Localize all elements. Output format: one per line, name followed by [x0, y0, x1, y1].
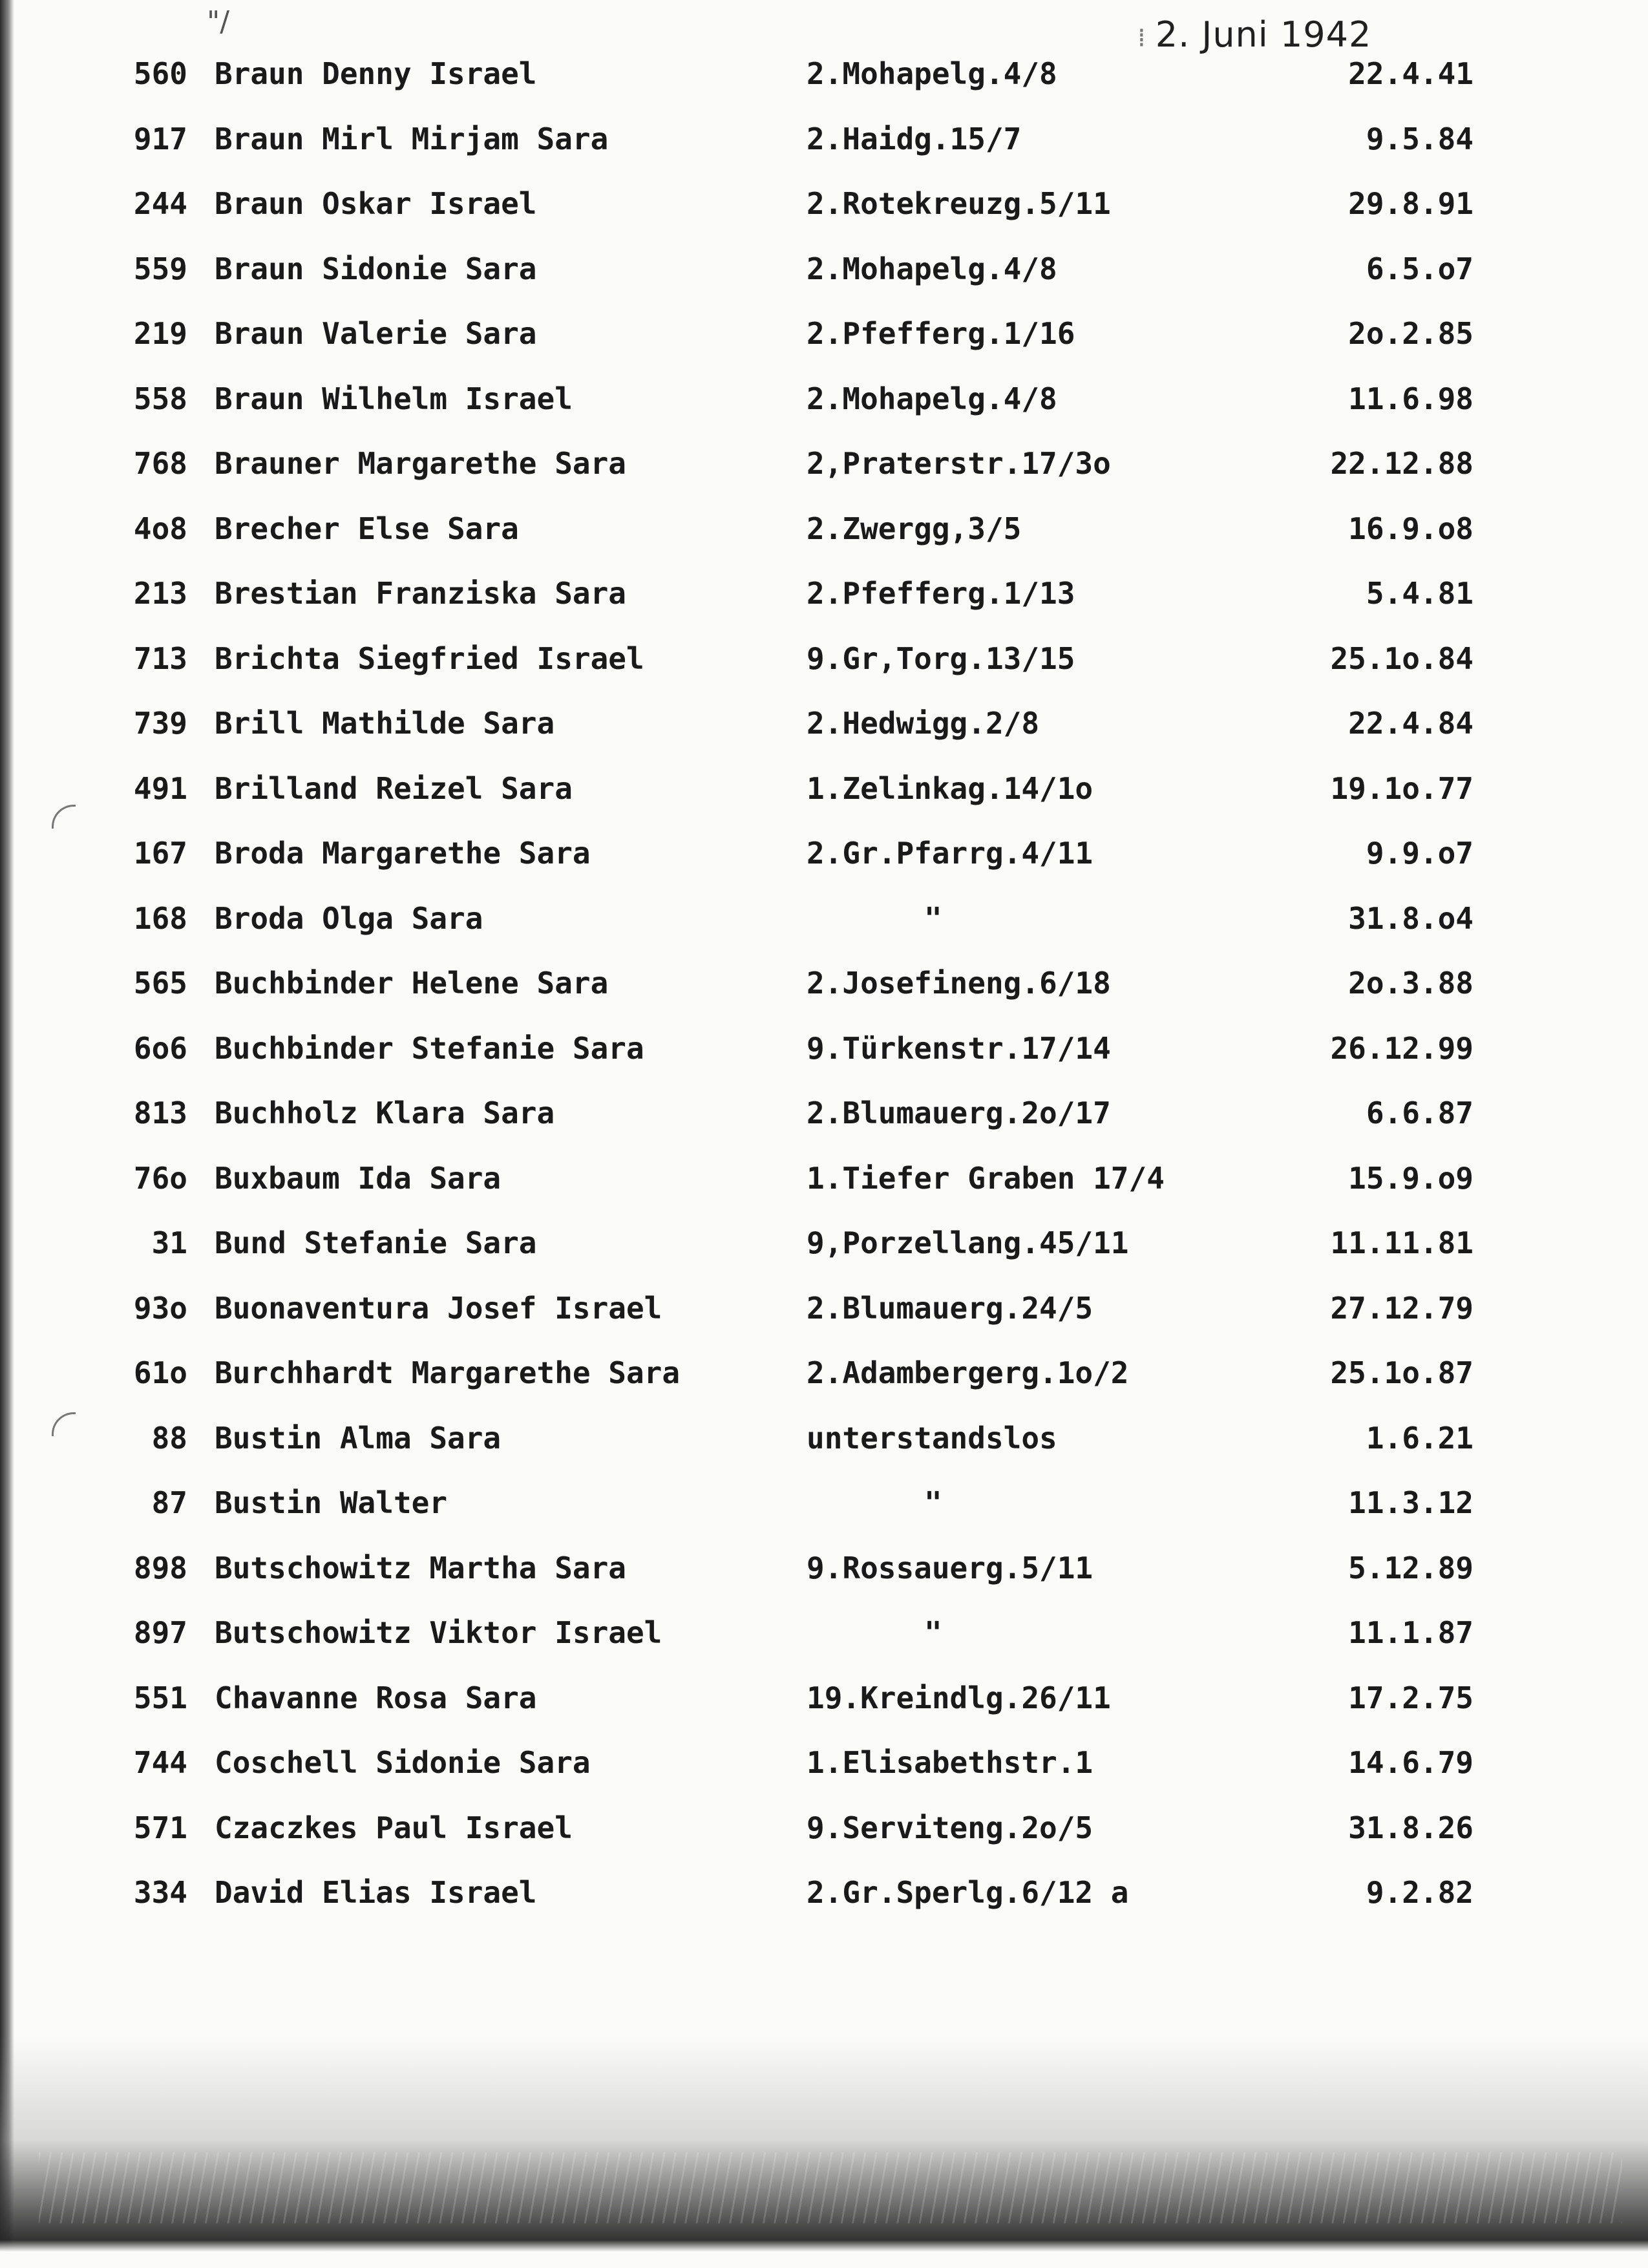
address: 2.Haidg.15/7 [807, 121, 1022, 156]
person-name: Chavanne Rosa Sara [215, 1680, 537, 1715]
address: " [924, 900, 942, 936]
list-row [0, 1547, 1648, 1613]
address: 1.Tiefer Graben 17/4 [807, 1160, 1165, 1196]
entry-number: 565 [133, 966, 187, 1001]
birth-date: 25.1o.84 [1330, 641, 1474, 676]
person-name: Brestian Franziska Sara [215, 576, 626, 611]
address: 19.Kreindlg.26/11 [807, 1680, 1111, 1715]
entry-number: 897 [133, 1615, 187, 1650]
address: 2.Mohapelg.4/8 [807, 251, 1057, 286]
person-name: Buchholz Klara Sara [215, 1096, 555, 1130]
list-row [0, 703, 1648, 768]
person-name: Burchhardt Margarethe Sara [215, 1355, 681, 1390]
list-row [0, 1612, 1648, 1677]
person-name: Broda Margarethe Sara [215, 836, 591, 871]
person-name: Brecher Else Sara [215, 511, 519, 546]
person-name: Bustin Walter [215, 1485, 448, 1520]
entry-number: 491 [133, 770, 187, 806]
person-name: Buchbinder Stefanie Sara [215, 1030, 644, 1066]
entry-number: 571 [133, 1810, 187, 1845]
list-row [0, 1482, 1648, 1547]
list-row [0, 1872, 1648, 1937]
address: 2.Gr.Sperlg.6/12 a [807, 1875, 1129, 1910]
entry-number: 917 [133, 121, 187, 156]
person-name: Buchbinder Helene Sara [215, 966, 609, 1001]
address: 2,Praterstr.17/3o [807, 446, 1111, 481]
entry-number: 88 [151, 1420, 187, 1456]
person-name: Braun Mirl Mirjam Sara [215, 121, 609, 156]
address: 2.Zwergg,3/5 [807, 511, 1022, 546]
list-row [0, 508, 1648, 573]
entry-number: 813 [133, 1096, 187, 1130]
address: 9.Serviteng.2o/5 [807, 1810, 1093, 1845]
address: 2.Blumauerg.24/5 [807, 1290, 1093, 1326]
address: 2.Josefineng.6/18 [807, 966, 1111, 1001]
entry-number: 744 [133, 1745, 187, 1780]
birth-date: 22.4.41 [1348, 56, 1474, 91]
birth-date: 31.8.26 [1348, 1810, 1474, 1845]
list-row [0, 53, 1648, 118]
person-name: Brill Mathilde Sara [215, 706, 555, 741]
list-row [0, 1677, 1648, 1743]
person-name: Braun Valerie Sara [215, 316, 537, 351]
list-row [0, 248, 1648, 313]
birth-date: 11.6.98 [1348, 381, 1474, 416]
address: 9.Rossauerg.5/11 [807, 1550, 1093, 1585]
list-row [0, 1288, 1648, 1353]
stamp-date-text: 2. Juni 1942 [1155, 14, 1372, 55]
address: 2.Hedwigg.2/8 [807, 706, 1040, 741]
birth-date: 14.6.79 [1348, 1745, 1474, 1780]
person-name: Braun Denny Israel [215, 56, 537, 91]
address: 1.Elisabethstr.1 [807, 1745, 1093, 1780]
person-name: Braun Oskar Israel [215, 186, 537, 221]
birth-date: 1.6.21 [1366, 1420, 1474, 1456]
address: 1.Zelinkag.14/1o [807, 770, 1093, 806]
address: 2.Rotekreuzg.5/11 [807, 186, 1111, 221]
person-name: Brichta Siegfried Israel [215, 641, 644, 676]
person-name: Butschowitz Viktor Israel [215, 1615, 662, 1650]
list-row [0, 1352, 1648, 1417]
list-row [0, 1092, 1648, 1158]
list-row [0, 118, 1648, 184]
entry-number: 713 [133, 641, 187, 676]
address: 9.Gr,Torg.13/15 [807, 641, 1075, 676]
list-row [0, 573, 1648, 638]
entry-number: 4o8 [133, 511, 187, 546]
stamp-tick-icon: ⁞ [1137, 23, 1146, 53]
birth-date: 9.9.o7 [1366, 836, 1474, 871]
entry-number: 167 [133, 836, 187, 871]
list-row [0, 1807, 1648, 1872]
list-row [0, 962, 1648, 1028]
entry-number: 739 [133, 706, 187, 741]
address: 2.Gr.Pfarrg.4/11 [807, 836, 1093, 871]
birth-date: 17.2.75 [1348, 1680, 1474, 1715]
birth-date: 19.1o.77 [1330, 770, 1474, 806]
person-name: Coschell Sidonie Sara [215, 1745, 591, 1780]
entry-number: 898 [133, 1550, 187, 1585]
corner-handwritten-mark: "/ [207, 5, 230, 38]
list-row [0, 1742, 1648, 1807]
list-row [0, 1222, 1648, 1288]
person-name: Bustin Alma Sara [215, 1420, 502, 1456]
list-row [0, 638, 1648, 703]
person-name: Brilland Reizel Sara [215, 770, 573, 806]
entry-number: 213 [133, 576, 187, 611]
birth-date: 5.4.81 [1366, 576, 1474, 611]
entry-number: 76o [133, 1160, 187, 1196]
entry-number: 558 [133, 381, 187, 416]
birth-date: 6.5.o7 [1366, 251, 1474, 286]
person-name: Bund Stefanie Sara [215, 1225, 537, 1260]
person-name: Broda Olga Sara [215, 900, 483, 936]
list-row [0, 313, 1648, 378]
list-row [0, 768, 1648, 833]
address: 9.Türkenstr.17/14 [807, 1030, 1111, 1066]
entry-number: 87 [151, 1485, 187, 1520]
list-row [0, 183, 1648, 248]
birth-date: 11.11.81 [1330, 1225, 1474, 1260]
address: 2.Mohapelg.4/8 [807, 56, 1057, 91]
person-name: Braun Sidonie Sara [215, 251, 537, 286]
birth-date: 22.4.84 [1348, 706, 1474, 741]
birth-date: 6.6.87 [1366, 1096, 1474, 1130]
entry-number: 31 [151, 1225, 187, 1260]
address: unterstandslos [807, 1420, 1057, 1456]
birth-date: 16.9.o8 [1348, 511, 1474, 546]
birth-date: 5.12.89 [1348, 1550, 1474, 1585]
entry-number: 768 [133, 446, 187, 481]
person-name: Czaczkes Paul Israel [215, 1810, 573, 1845]
address: 2.Pfefferg.1/16 [807, 316, 1075, 351]
deportation-list [0, 53, 1648, 1937]
birth-date: 27.12.79 [1330, 1290, 1474, 1326]
list-row [0, 1158, 1648, 1223]
birth-date: 15.9.o9 [1348, 1160, 1474, 1196]
birth-date: 25.1o.87 [1330, 1355, 1474, 1390]
birth-date: 31.8.o4 [1348, 900, 1474, 936]
person-name: David Elias Israel [215, 1875, 537, 1910]
entry-number: 93o [133, 1290, 187, 1326]
list-row [0, 1028, 1648, 1093]
entry-number: 560 [133, 56, 187, 91]
scan-bottom-scratches [39, 2152, 1622, 2223]
entry-number: 551 [133, 1680, 187, 1715]
birth-date: 9.5.84 [1366, 121, 1474, 156]
birth-date: 26.12.99 [1330, 1030, 1474, 1066]
person-name: Brauner Margarethe Sara [215, 446, 626, 481]
birth-date: 2o.2.85 [1348, 316, 1474, 351]
list-row [0, 378, 1648, 443]
stamp-date [1137, 14, 1371, 55]
birth-date: 2o.3.88 [1348, 966, 1474, 1001]
list-row [0, 832, 1648, 898]
address: 2.Adambergerg.1o/2 [807, 1355, 1129, 1390]
address: " [924, 1615, 942, 1650]
entry-number: 219 [133, 316, 187, 351]
entry-number: 244 [133, 186, 187, 221]
entry-number: 61o [133, 1355, 187, 1390]
address: " [924, 1485, 942, 1520]
address: 2.Pfefferg.1/13 [807, 576, 1075, 611]
list-row [0, 443, 1648, 508]
birth-date: 9.2.82 [1366, 1875, 1474, 1910]
birth-date: 11.1.87 [1348, 1615, 1474, 1650]
person-name: Buxbaum Ida Sara [215, 1160, 502, 1196]
person-name: Buonaventura Josef Israel [215, 1290, 662, 1326]
birth-date: 11.3.12 [1348, 1485, 1474, 1520]
person-name: Braun Wilhelm Israel [215, 381, 573, 416]
entry-number: 334 [133, 1875, 187, 1910]
address: 2.Mohapelg.4/8 [807, 381, 1057, 416]
list-row [0, 898, 1648, 963]
entry-number: 6o6 [133, 1030, 187, 1066]
address: 9,Porzellang.45/11 [807, 1225, 1129, 1260]
list-row [0, 1417, 1648, 1483]
birth-date: 22.12.88 [1330, 446, 1474, 481]
address: 2.Blumauerg.2o/17 [807, 1096, 1111, 1130]
birth-date: 29.8.91 [1348, 186, 1474, 221]
entry-number: 168 [133, 900, 187, 936]
entry-number: 559 [133, 251, 187, 286]
person-name: Butschowitz Martha Sara [215, 1550, 626, 1585]
